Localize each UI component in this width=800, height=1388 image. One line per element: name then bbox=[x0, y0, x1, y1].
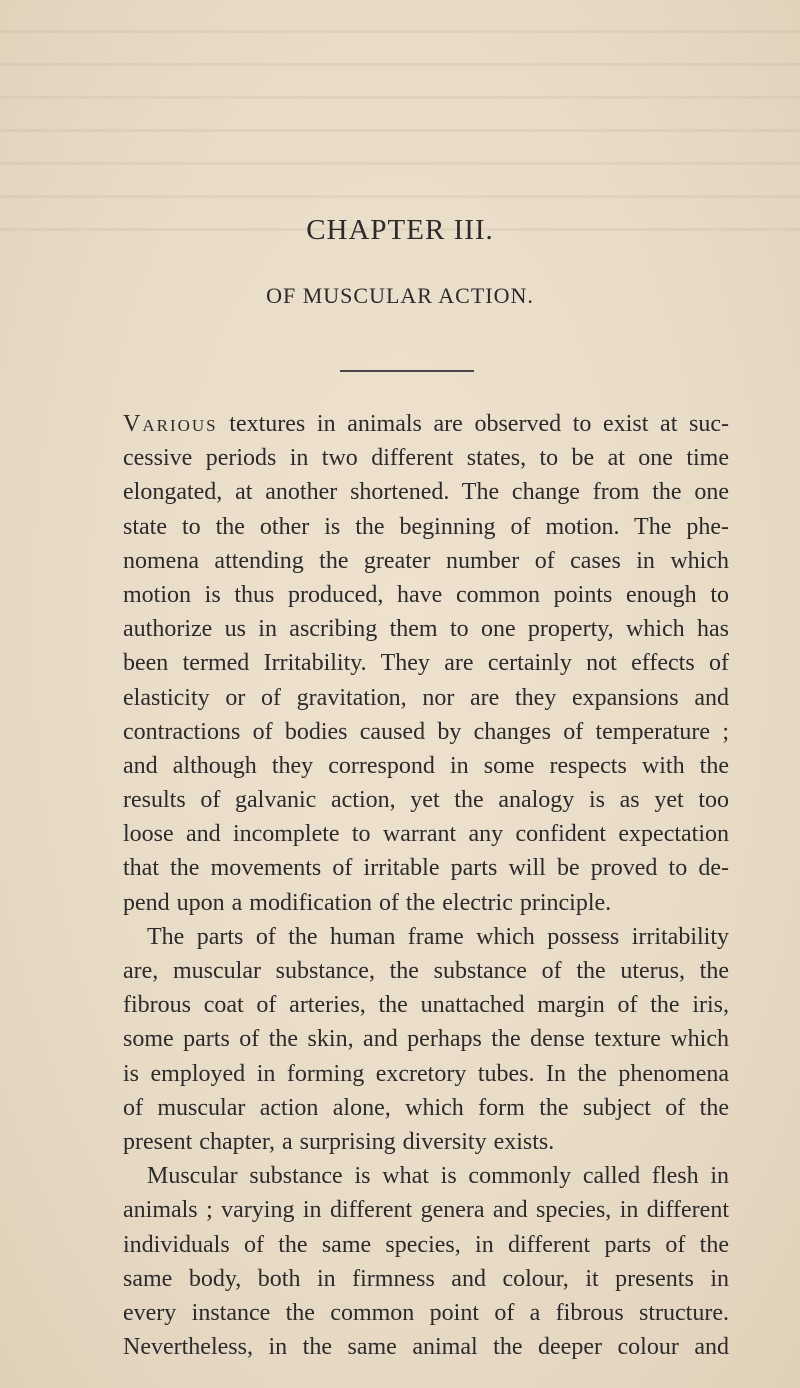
text-line: is employed in forming excretory tubes. In the phenomena bbox=[123, 1060, 729, 1087]
text-line bbox=[123, 407, 729, 441]
opening-word: Various bbox=[123, 411, 218, 437]
text-line: authorize us in ascribing them to one property, which has bbox=[123, 616, 729, 643]
text-line: animals ; varying in different genera and species, in different bbox=[123, 1197, 729, 1224]
text-line: individuals of the same species, in different parts of the bbox=[123, 1231, 729, 1258]
text-line: Muscular substance is what is commonly called flesh in bbox=[147, 1163, 729, 1190]
show-through-text bbox=[0, 0, 800, 240]
text-line: fibrous coat of arteries, the unattached margin of the iris, bbox=[123, 992, 729, 1019]
text-line: elongated, at another shortened. The change from the one bbox=[123, 479, 729, 506]
text-line: cessive periods in two different states, to be at one time bbox=[123, 445, 729, 472]
text-line: been termed Irritability. They are certainly not effects of bbox=[123, 650, 729, 677]
text-line: contractions of bodies caused by changes of temperature ; bbox=[123, 718, 729, 745]
text-line: motion is thus produced, have common points enough to bbox=[123, 581, 729, 608]
text-line: every instance the common point of a fibrous structure. bbox=[123, 1299, 729, 1326]
line-rest: textures in animals are observed to exist at suc- bbox=[217, 411, 729, 437]
text-line: nomena attending the greater number of cases in which bbox=[123, 547, 729, 574]
text-line: The parts of the human frame which possess irritability bbox=[147, 923, 729, 950]
text-line: loose and incomplete to warrant any confident expectation bbox=[123, 821, 729, 848]
chapter-subtitle: OF MUSCULAR ACTION. bbox=[266, 283, 534, 308]
text-line: Nevertheless, in the same animal the deeper colour and bbox=[123, 1334, 729, 1361]
text-line: pend upon a modification of the electric principle. bbox=[123, 889, 612, 916]
body-text bbox=[123, 407, 729, 1364]
text-line: elasticity or of gravitation, nor are they expansions and bbox=[123, 684, 729, 711]
text-line: that the movements of irritable parts will be proved to de- bbox=[123, 855, 729, 882]
text-line: are, muscular substance, the substance of the uterus, the bbox=[123, 958, 729, 984]
text-line: some parts of the skin, and perhaps the dense texture which bbox=[123, 1026, 729, 1053]
text-line: of muscular action alone, which form the subject of the bbox=[123, 1094, 729, 1121]
text-line: state to the other is the beginning of motion. The phe- bbox=[123, 513, 729, 540]
heading-rule bbox=[340, 370, 474, 372]
chapter-heading: CHAPTER III. bbox=[306, 214, 494, 246]
text-line: present chapter, a surprising diversity exists. bbox=[123, 1128, 555, 1155]
text-line: and although they correspond in some respects with the bbox=[123, 752, 729, 779]
text-line: results of galvanic action, yet the analogy is as yet too bbox=[123, 787, 729, 814]
text-line: same body, both in firmness and colour, it presents in bbox=[123, 1265, 729, 1292]
